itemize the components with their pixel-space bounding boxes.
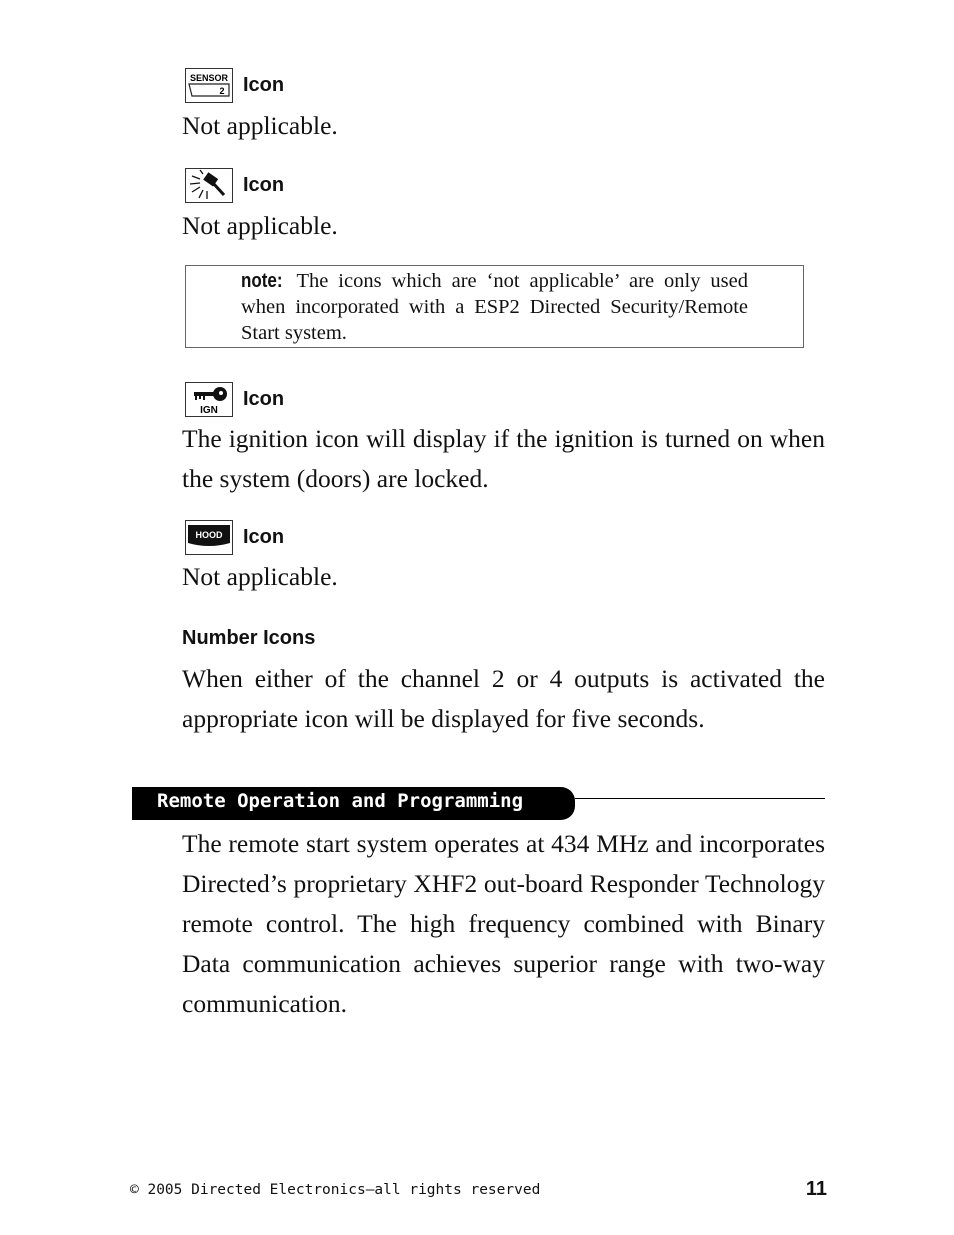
icon-description: Not applicable. <box>182 111 338 140</box>
note-label: note: <box>241 270 283 292</box>
ignition-icon-entry <box>185 382 284 417</box>
shock-icon-entry <box>185 168 284 203</box>
shock-hammer-icon <box>185 168 233 203</box>
svg-text:HOOD: HOOD <box>195 530 223 540</box>
section-title: Remote Operation and Programming <box>157 790 524 812</box>
section-rule <box>575 798 825 799</box>
note-box <box>185 265 804 348</box>
icon-label: Icon <box>243 74 285 96</box>
note-text <box>241 268 748 346</box>
ignition-key-icon <box>185 382 233 417</box>
svg-text:SENSOR: SENSOR <box>189 73 229 83</box>
svg-text:IGN: IGN <box>200 405 218 416</box>
icon-label: Icon <box>243 174 285 196</box>
hood-icon-entry <box>185 520 284 555</box>
hood-icon <box>185 520 233 555</box>
footer-copyright: © 2005 Directed Electronics—all rights reserved <box>130 1182 541 1198</box>
icon-description: Not applicable. <box>182 211 338 240</box>
section-header-bar <box>132 787 575 820</box>
number-icons-heading: Number Icons <box>182 627 316 649</box>
sensor-2-icon <box>185 68 233 103</box>
svg-text:2: 2 <box>219 86 225 96</box>
icon-description: The ignition icon will display if the ignition is turned on when the system (doors) are locked. <box>182 424 825 493</box>
section-text: The remote start system operates at 434 MHz and incorporates Directed’s proprietary XHF2 out-board Responder Technology remote control. The high frequency combined with Binary Data communication achieves superior range with two-way communication. <box>182 829 825 1018</box>
note-body: The icons which are ‘not applicable’ are only used when incorporated with a ESP2 Directed Security/Remote Start system. <box>241 270 748 344</box>
icon-label: Icon <box>243 526 285 548</box>
icon-description: Not applicable. <box>182 562 338 591</box>
page-number: 11 <box>805 1178 827 1200</box>
sensor-icon-entry <box>185 68 284 103</box>
number-icons-text: When either of the channel 2 or 4 outputs is activated the appropriate icon will be displayed for five seconds. <box>182 664 825 733</box>
icon-label: Icon <box>243 388 285 410</box>
